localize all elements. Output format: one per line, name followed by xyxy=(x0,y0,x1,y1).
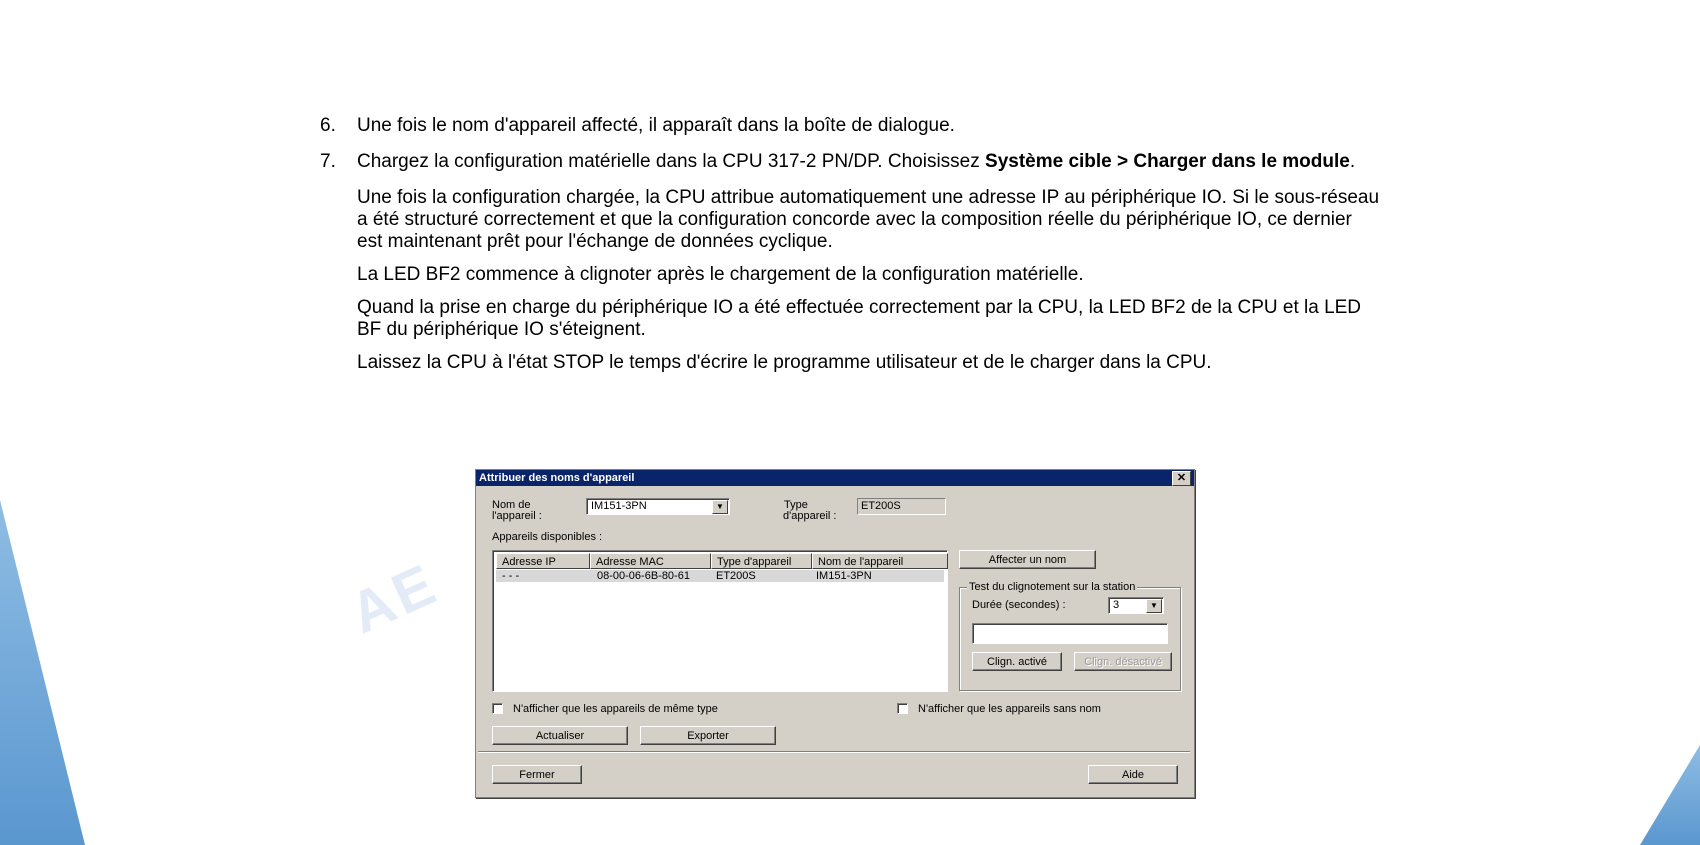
step-6-number: 6. xyxy=(320,115,336,136)
assign-device-names-dialog xyxy=(475,469,1195,798)
close-dialog-button[interactable]: Fermer xyxy=(492,765,582,784)
duration-label: Durée (secondes) : xyxy=(972,599,1066,611)
chevron-down-icon[interactable]: ▼ xyxy=(1146,599,1162,613)
filter-same-type-checkbox[interactable] xyxy=(492,703,503,714)
paragraph-led-blink: La LED BF2 commence à clignoter après le chargement de la configuration matérielle. xyxy=(357,264,1084,285)
left-decorative-triangle xyxy=(0,500,85,845)
device-name-label xyxy=(492,500,542,522)
help-button[interactable]: Aide xyxy=(1088,765,1178,784)
table-row[interactable] xyxy=(496,570,944,582)
row-type: ET200S xyxy=(716,570,756,582)
dialog-title-bar xyxy=(476,470,1194,486)
instruction-document xyxy=(320,115,1380,385)
device-type-field: ET200S xyxy=(857,498,946,515)
chevron-down-icon[interactable]: ▼ xyxy=(712,500,728,514)
blink-status-field xyxy=(972,623,1168,644)
step-6 xyxy=(320,115,1380,137)
column-header-mac[interactable]: Adresse MAC xyxy=(590,553,711,569)
device-type-label-line2: d'appareil : xyxy=(783,510,837,522)
blink-on-button[interactable]: Clign. activé xyxy=(972,652,1062,671)
dialog-title: Attribuer des noms d'appareil xyxy=(479,472,635,484)
close-icon[interactable]: ✕ xyxy=(1172,471,1191,486)
step-7 xyxy=(320,151,1380,173)
row-mac: 08-00-06-6B-80-61 xyxy=(597,570,690,582)
step-6-text: Une fois le nom d'appareil affecté, il apparaît dans la boîte de dialogue. xyxy=(357,115,955,136)
dialog-separator xyxy=(478,751,1190,752)
column-header-type[interactable]: Type d'appareil xyxy=(711,553,812,569)
paragraph-led-off: Quand la prise en charge du périphérique IO a été effectuée correctement par la CPU, la LED BF2 de la CPU et la LED BF du périphérique IO s'éteignent. xyxy=(357,297,1362,340)
step-7-menu-path: Système cible > Charger dans le module xyxy=(985,151,1350,172)
right-decorative-triangle xyxy=(1640,745,1700,845)
filter-no-name-checkbox[interactable] xyxy=(897,703,908,714)
paragraph-ip-assignment: Une fois la configuration chargée, la CPU attribue automatiquement une adresse IP au périphérique IO. Si le sous-réseau a été structuré correctement et que la configuration concorde avec la composition réelle du périphérique IO, ce dernier est maintenant prêt pour l'échange de données cyclique. xyxy=(357,187,1380,252)
step-7-text: Chargez la configuration matérielle dans la CPU 317-2 PN/DP. Choisissez xyxy=(357,151,986,172)
assign-name-button[interactable]: Affecter un nom xyxy=(959,550,1096,569)
available-devices-label: Appareils disponibles : xyxy=(492,531,603,543)
step-7-text-end: . xyxy=(1349,151,1356,172)
watermark: AE xyxy=(340,550,448,647)
column-header-ip[interactable]: Adresse IP xyxy=(496,553,590,569)
filter-no-name-label: N'afficher que les appareils sans nom xyxy=(918,703,1101,715)
duration-value: 3 xyxy=(1113,599,1120,611)
device-type-label xyxy=(783,500,836,522)
device-name-label-line1: Nom de xyxy=(492,499,531,511)
blink-off-button[interactable]: Clign. désactivé xyxy=(1074,652,1172,671)
filter-same-type-label: N'afficher que les appareils de même type xyxy=(513,703,718,715)
row-name: IM151-3PN xyxy=(816,570,872,582)
device-name-combobox[interactable] xyxy=(586,498,730,515)
paragraph-cpu-stop: Laissez la CPU à l'état STOP le temps d'écrire le programme utilisateur et de le charger dans la CPU. xyxy=(357,352,1212,373)
blink-test-group-title: Test du clignotement sur la station xyxy=(969,581,1136,593)
step-7-number: 7. xyxy=(320,151,336,172)
export-button[interactable]: Exporter xyxy=(640,726,776,745)
row-ip: - - - xyxy=(502,570,520,582)
device-name-value: IM151-3PN xyxy=(591,500,647,512)
duration-combobox[interactable] xyxy=(1108,597,1164,614)
device-name-label-line2: l'appareil : xyxy=(492,510,542,522)
device-type-label-line1: Type xyxy=(784,499,808,511)
column-header-name[interactable]: Nom de l'appareil xyxy=(812,553,948,569)
refresh-button[interactable]: Actualiser xyxy=(492,726,628,745)
devices-list[interactable] xyxy=(492,550,948,692)
